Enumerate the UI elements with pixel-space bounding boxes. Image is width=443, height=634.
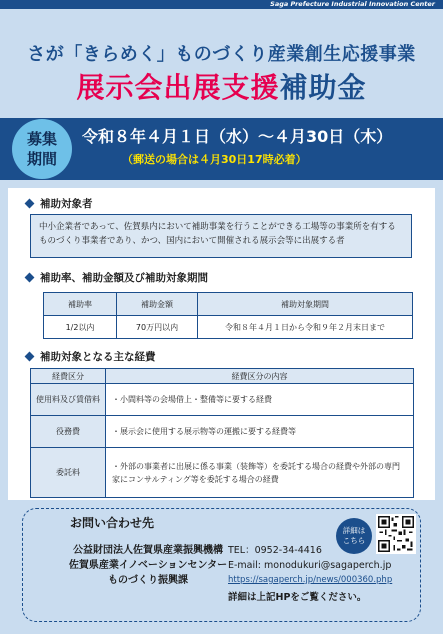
contact-email[interactable]: E-mail: monodukuri@sagaperch.jp <box>228 560 392 571</box>
expense-category: 使用料及び賃借料 <box>31 384 106 416</box>
table-header-cell: 補助金額 <box>117 293 198 316</box>
section-heading-expenses <box>26 349 156 364</box>
expense-category: 役務費 <box>31 416 106 448</box>
contact-org-line3: ものづくり振興課 <box>108 575 188 586</box>
table-cell: 70万円以内 <box>117 316 198 339</box>
detail-badge-line2: こちら <box>342 536 366 545</box>
contact-note: 詳細は上記HPをご覧ください。 <box>228 592 367 603</box>
period-badge-line2: 期間 <box>26 150 57 168</box>
expense-category: 委託料 <box>31 448 106 498</box>
detail-badge-line1: 詳細は <box>342 526 366 535</box>
contact-title: お問い合わせ先 <box>70 516 155 530</box>
period-range: 令和８年４月１日（水）～４月30日（木） <box>82 127 393 146</box>
contact-url-link[interactable]: https://sagaperch.jp/news/000360.php <box>228 575 393 585</box>
section-heading-target <box>26 196 93 211</box>
table-cell: 令和８年４月１日から令和９年２月末日まで <box>198 316 413 339</box>
table-header-row <box>31 369 414 384</box>
main-title <box>0 66 443 106</box>
table-row <box>31 384 414 416</box>
section-heading-label: 補助率、補助金額及び補助対象期間 <box>40 272 208 284</box>
contact-org-line1: 公益財団法人佐賀県産業振興機構 <box>73 545 223 556</box>
diamond-icon <box>25 199 35 209</box>
table-header-cell: 経費区分 <box>31 369 106 384</box>
table-header-row <box>44 293 413 316</box>
contact-organization <box>58 543 238 588</box>
diamond-icon <box>25 352 35 362</box>
target-description: 中小企業者であって、佐賀県内において補助事業を行うことができる工場等の事業所を有するものづくり事業者であり、かつ、国内において開催される展示会等に出展する者 <box>30 214 412 258</box>
table-row <box>31 448 414 498</box>
section-heading-label: 補助対象となる主な経費 <box>40 351 156 363</box>
diamond-icon <box>25 273 35 283</box>
contact-org-line2: 佐賀県産業イノベーションセンター <box>68 560 228 571</box>
table-header-cell: 経費区分の内容 <box>106 369 414 384</box>
organization-name-en: Saga Prefecture Industrial Innovation Center <box>270 0 435 8</box>
table-row <box>44 316 413 339</box>
detail-badge <box>336 518 372 554</box>
period-badge-line1: 募集 <box>26 130 57 148</box>
contact-tel: TEL：0952-34-4416 <box>228 545 322 556</box>
expense-content: ・外部の事業者に出展に係る事業（装飾等）を委託する場合の経費や外部の専門家にコンサルティング等を委託する場合の経費 <box>106 448 414 498</box>
project-subtitle: さが「きらめく」ものづくり産業創生応援事業 <box>27 44 416 65</box>
period-badge <box>12 119 72 179</box>
period-note: （郵送の場合は４月30日17時必着） <box>122 153 307 166</box>
rate-table <box>43 292 413 339</box>
table-row <box>31 416 414 448</box>
table-header-cell: 補助対象期間 <box>198 293 413 316</box>
section-heading-label: 補助対象者 <box>40 198 93 210</box>
qr-code-icon[interactable] <box>376 514 416 554</box>
top-bar <box>0 0 443 9</box>
main-title-part1: 展示会出展支援 <box>76 71 280 104</box>
expense-content: ・展示会に使用する展示物等の運搬に要する経費等 <box>106 416 414 448</box>
table-header-cell: 補助率 <box>44 293 117 316</box>
main-title-part2: 補助金 <box>279 71 367 104</box>
expense-content: ・小間料等の会場借上・整備等に要する経費 <box>106 384 414 416</box>
section-heading-rate <box>26 270 208 285</box>
table-cell: 1/2以内 <box>44 316 117 339</box>
expenses-table <box>30 368 414 498</box>
